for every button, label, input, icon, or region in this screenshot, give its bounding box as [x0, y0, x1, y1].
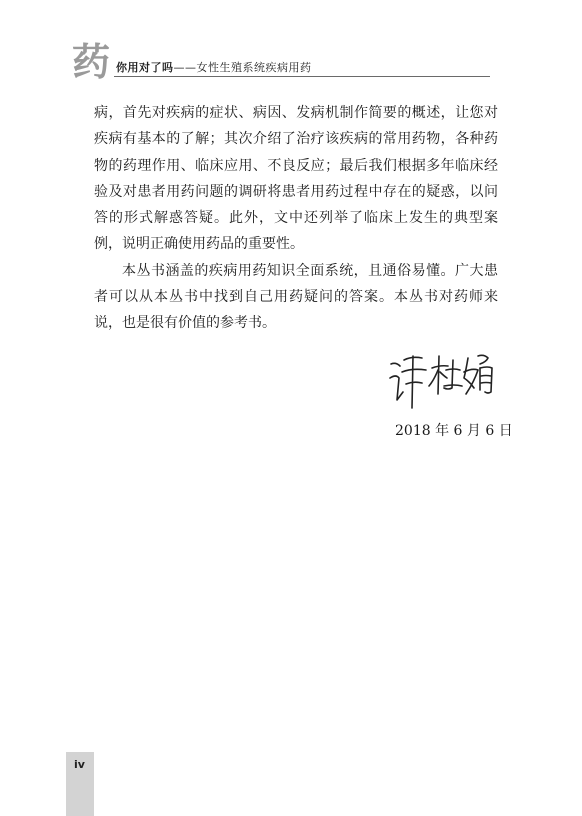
paragraph-2: 本丛书涵盖的疾病用药知识全面系统，且通俗易懂。广大患者可以从本丛书中找到自己用药疑问的答案。本丛书对药师来说，也是很有价值的参考书。	[94, 262, 498, 332]
handwritten-signature	[388, 348, 500, 412]
book-logo-icon: 药	[72, 39, 111, 84]
running-title-sub: ——女性生殖系统疾病用药	[173, 61, 312, 74]
signature-date: 2018 年 6 月 6 日	[395, 423, 513, 439]
running-header	[66, 38, 490, 88]
page-number: iv	[74, 758, 85, 771]
running-title	[116, 59, 312, 75]
preface-body	[94, 100, 498, 337]
paragraph-1: 病，首先对疾病的症状、病因、发病机制作简要的概述，让您对疾病有基本的了解；其次介绍了治疗该疾病的常用药物，各种药物的药理作用、临床应用、不良反应；最后我们根据多年临床经验及对患者用药问题的调研将患者用药过程中存在的疑惑，以问答的形式解惑答疑。此外，文中还列举了临床上发生的典型案例，说明正确使用药品的重要性。	[94, 105, 498, 253]
header-rule	[114, 76, 490, 77]
signature-drawing	[388, 348, 500, 412]
running-title-main: 你用对了吗	[116, 61, 174, 74]
page-number-tab	[66, 752, 94, 816]
